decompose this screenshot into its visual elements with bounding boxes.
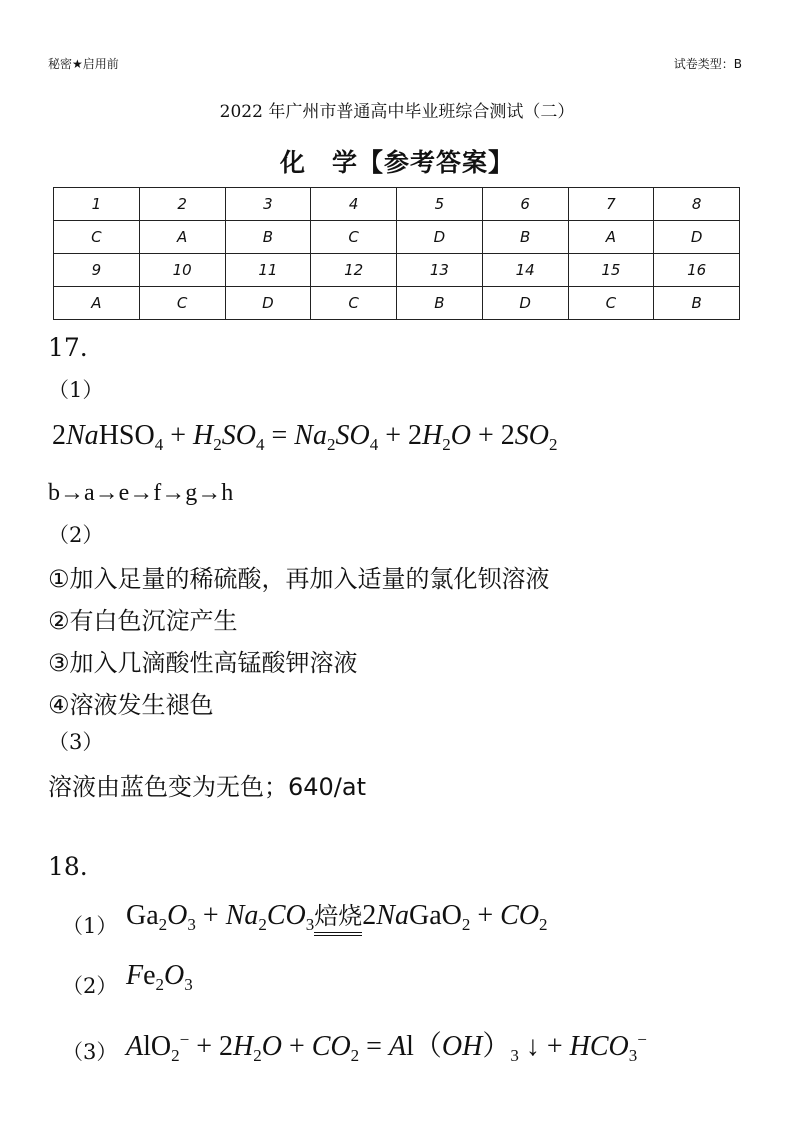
q17-item-2: ②有白色沉淀产生 [48,607,238,635]
q18-number: 18. [48,852,88,881]
table-cell: 8 [654,188,740,221]
q18-equation-1: $Ga_2O_3 + Na_2CO_3$焙烧2NaGaO$_2$ + $CO_2$ [126,896,548,936]
q18-part2-label: （2） [62,974,118,998]
table-cell: 2 [139,188,225,221]
table-cell: D [397,221,483,254]
table-cell: B [654,287,740,320]
table-cell: D [654,221,740,254]
q17-number: 17. [48,333,88,362]
table-cell: A [54,287,140,320]
table-cell: 14 [482,254,568,287]
q17-part1-label: （1） [48,378,104,402]
table-cell: C [139,287,225,320]
answer-table [53,187,740,320]
table-cell: B [482,221,568,254]
table-cell: C [311,221,397,254]
table-cell: 16 [654,254,740,287]
table-cell: 3 [225,188,311,221]
table-cell: C [311,287,397,320]
table-row [54,188,740,221]
q17-part2-label: （2） [48,523,104,547]
table-cell: B [397,287,483,320]
table-cell: D [225,287,311,320]
table-cell: 4 [311,188,397,221]
paper-type-label: 试卷类型：B [673,57,742,71]
q17-part3-label: （3） [48,730,104,754]
q17-equation: 2NaHSO$_4$ + $H_2SO_4 = Na_2SO_4 + 2H_2O + 2SO_2$ [52,420,558,454]
q17-item-1: ①加入足量的稀硫酸，再加入适量的氯化钡溶液 [48,565,550,593]
table-cell: 15 [568,254,654,287]
table-cell: D [482,287,568,320]
q18-part1-label: （1） [62,914,118,938]
page-subtitle: 化 学【参考答案】 [279,148,514,177]
table-cell: 6 [482,188,568,221]
table-cell: B [225,221,311,254]
q17-sequence: b→a→e→f→g→h [48,480,234,506]
table-row [54,221,740,254]
table-cell: 9 [54,254,140,287]
confidential-label: 秘密★启用前 [48,57,119,71]
table-row [54,287,740,320]
table-row [54,254,740,287]
table-cell: A [139,221,225,254]
table-cell: 5 [397,188,483,221]
q18-equation-2: $Fe_2O_3$ [126,960,193,994]
q18-equation-3: $AlO_2^- + 2H_2O + CO_2 = Al(OH)_3$ ↓ + $HCO_3^-$ [126,1030,647,1065]
page-title: 2022 年广州市普通高中毕业班综合测试（二） [219,102,575,122]
table-cell: 13 [397,254,483,287]
table-cell: C [568,287,654,320]
q18-part3-label: （3） [62,1040,118,1064]
table-cell: 12 [311,254,397,287]
table-cell: A [568,221,654,254]
table-cell: 1 [54,188,140,221]
reaction-condition: 焙烧 [314,896,362,936]
q17-item-3: ③加入几滴酸性高锰酸钾溶液 [48,649,358,677]
table-cell: 10 [139,254,225,287]
q17-item-4: ④溶液发生褪色 [48,691,214,719]
table-cell: 7 [568,188,654,221]
q17-part3-answer: 溶液由蓝色变为无色；640/at [48,773,367,801]
table-cell: 11 [225,254,311,287]
table-cell: C [54,221,140,254]
